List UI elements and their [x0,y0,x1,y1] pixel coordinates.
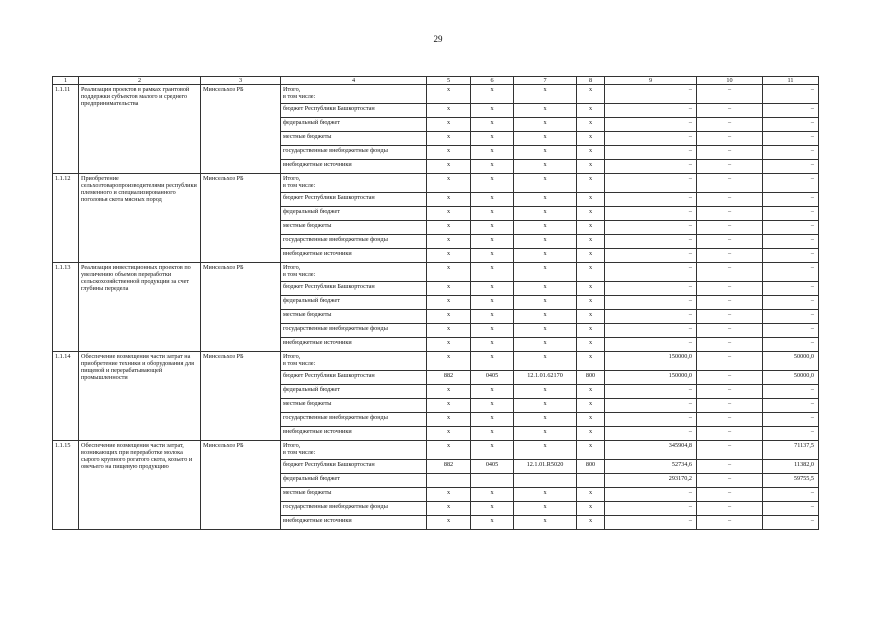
cell-c6 [471,474,514,488]
measure-name: Обеспечение возмещения части затрат, возникающих при переработке молока сырого крупного рогатого скота, козьего и овечьего на пищевую продукцию [79,441,201,530]
cell-c7: x [514,441,577,460]
cell-c11: – [763,174,819,193]
funding-source: внебюджетные источники [281,427,427,441]
cell-c7: 12.1.01.62170 [514,371,577,385]
cell-c10: – [697,324,763,338]
funding-source: бюджет Республики Башкортостан [281,371,427,385]
cell-c6: x [471,263,514,282]
funding-source: государственные внебюджетные фонды [281,235,427,249]
cell-c11: – [763,249,819,263]
cell-c5: x [427,249,471,263]
cell-c7: x [514,249,577,263]
funding-source: внебюджетные источники [281,516,427,530]
column-number: 5 [427,77,471,85]
cell-c6: x [471,352,514,371]
funding-source: федеральный бюджет [281,385,427,399]
cell-c11: – [763,488,819,502]
cell-c7: 12.1.01.R5020 [514,460,577,474]
funding-source: Итого, в том числе: [281,263,427,282]
column-number: 7 [514,77,577,85]
budget-table [52,76,819,530]
cell-c9: – [605,488,697,502]
cell-c6: 0405 [471,460,514,474]
cell-c9: – [605,249,697,263]
funding-source: государственные внебюджетные фонды [281,146,427,160]
cell-c5: x [427,502,471,516]
funding-source: внебюджетные источники [281,249,427,263]
cell-c9: – [605,146,697,160]
cell-c9: – [605,207,697,221]
cell-c11: 59755,5 [763,474,819,488]
cell-c7: x [514,385,577,399]
cell-c6: x [471,174,514,193]
cell-c10: – [697,263,763,282]
cell-c9: – [605,85,697,104]
cell-c8: x [577,221,605,235]
cell-c11: 71137,5 [763,441,819,460]
cell-c5: 882 [427,371,471,385]
cell-c7: x [514,427,577,441]
cell-c9: – [605,310,697,324]
cell-c5: x [427,324,471,338]
measure-name: Обеспечение возмещения части затрат на приобретение техники и оборудования для пищевой и перерабатывающей промышленности [79,352,201,441]
column-number-row [53,77,819,85]
cell-c8: x [577,324,605,338]
cell-c5: 882 [427,460,471,474]
measure-name: Реализация проектов в рамках грантовой поддержки субъектов малого и среднего предпринимательства [79,85,201,174]
cell-c8: x [577,282,605,296]
cell-c10: – [697,104,763,118]
cell-c11: – [763,502,819,516]
cell-c5: x [427,221,471,235]
executor-name: Минсельхоз РБ [201,263,281,352]
cell-c8: x [577,296,605,310]
cell-c11: – [763,385,819,399]
column-number: 2 [79,77,201,85]
cell-c8: x [577,516,605,530]
cell-c7: x [514,324,577,338]
funding-source: бюджет Республики Башкортостан [281,282,427,296]
cell-c6: x [471,282,514,296]
cell-c10: – [697,474,763,488]
funding-source: Итого, в том числе: [281,441,427,460]
cell-c11: 50000,0 [763,371,819,385]
cell-c8: x [577,118,605,132]
table-row [53,174,819,193]
funding-source: государственные внебюджетные фонды [281,413,427,427]
cell-c8: x [577,160,605,174]
row-code: 1.1.11 [53,85,79,174]
cell-c11: – [763,427,819,441]
funding-source: федеральный бюджет [281,474,427,488]
cell-c8: 800 [577,460,605,474]
cell-c5: x [427,488,471,502]
cell-c5: x [427,193,471,207]
column-number: 1 [53,77,79,85]
cell-c6: x [471,427,514,441]
cell-c9: – [605,385,697,399]
cell-c8: x [577,207,605,221]
cell-c11: – [763,104,819,118]
cell-c8: x [577,502,605,516]
funding-source: местные бюджеты [281,488,427,502]
cell-c10: – [697,427,763,441]
cell-c8: x [577,146,605,160]
cell-c10: – [697,221,763,235]
cell-c7: x [514,488,577,502]
funding-source: бюджет Республики Башкортостан [281,104,427,118]
cell-c9: – [605,193,697,207]
row-code: 1.1.14 [53,352,79,441]
executor-name: Минсельхоз РБ [201,441,281,530]
cell-c7: x [514,104,577,118]
column-number: 4 [281,77,427,85]
measure-name: Реализация инвестиционных проектов по увеличению объемов переработки сельскохозяйственной продукции за счет глубины передела [79,263,201,352]
column-number: 11 [763,77,819,85]
cell-c5: x [427,282,471,296]
cell-c8: x [577,310,605,324]
cell-c8 [577,474,605,488]
cell-c10: – [697,310,763,324]
cell-c9: – [605,282,697,296]
cell-c9: 52734,6 [605,460,697,474]
row-code: 1.1.15 [53,441,79,530]
cell-c9: 345904,8 [605,441,697,460]
cell-c10: – [697,146,763,160]
funding-source: внебюджетные источники [281,160,427,174]
cell-c10: – [697,85,763,104]
cell-c8: x [577,249,605,263]
cell-c5: x [427,263,471,282]
cell-c8: x [577,352,605,371]
page-number: 29 [433,34,443,44]
cell-c8: x [577,488,605,502]
funding-source: государственные внебюджетные фонды [281,324,427,338]
cell-c9: – [605,104,697,118]
cell-c5: x [427,516,471,530]
cell-c5: x [427,399,471,413]
cell-c7: x [514,85,577,104]
cell-c7: x [514,160,577,174]
cell-c5: x [427,296,471,310]
cell-c9: – [605,338,697,352]
cell-c8: x [577,193,605,207]
column-number: 9 [605,77,697,85]
cell-c6: x [471,207,514,221]
cell-c8: x [577,174,605,193]
cell-c7: x [514,118,577,132]
cell-c7: x [514,221,577,235]
cell-c8: x [577,263,605,282]
cell-c11: 50000,0 [763,352,819,371]
cell-c11: 11382,0 [763,460,819,474]
cell-c5: x [427,310,471,324]
cell-c9: – [605,427,697,441]
cell-c11: – [763,263,819,282]
cell-c9: – [605,413,697,427]
cell-c10: – [697,282,763,296]
cell-c5: x [427,146,471,160]
cell-c6: x [471,399,514,413]
cell-c10: – [697,160,763,174]
cell-c10: – [697,399,763,413]
cell-c6: x [471,85,514,104]
funding-source: местные бюджеты [281,310,427,324]
cell-c5: x [427,338,471,352]
cell-c10: – [697,296,763,310]
cell-c5: x [427,174,471,193]
cell-c6: x [471,516,514,530]
funding-source: местные бюджеты [281,399,427,413]
cell-c5: x [427,132,471,146]
cell-c5: x [427,207,471,221]
cell-c10: – [697,502,763,516]
cell-c5: x [427,427,471,441]
cell-c9: – [605,235,697,249]
row-code: 1.1.12 [53,174,79,263]
executor-name: Минсельхоз РБ [201,85,281,174]
cell-c6: x [471,193,514,207]
column-number: 8 [577,77,605,85]
cell-c9: – [605,502,697,516]
cell-c9: – [605,221,697,235]
cell-c9: – [605,516,697,530]
cell-c10: – [697,235,763,249]
cell-c10: – [697,413,763,427]
cell-c6: x [471,146,514,160]
cell-c10: – [697,516,763,530]
cell-c10: – [697,193,763,207]
cell-c11: – [763,207,819,221]
executor-name: Минсельхоз РБ [201,174,281,263]
cell-c5: x [427,104,471,118]
cell-c10: – [697,249,763,263]
column-number: 6 [471,77,514,85]
cell-c11: – [763,338,819,352]
funding-source: Итого, в том числе: [281,174,427,193]
cell-c9: – [605,174,697,193]
cell-c8: x [577,385,605,399]
cell-c11: – [763,413,819,427]
cell-c9: – [605,296,697,310]
column-number: 10 [697,77,763,85]
cell-c6: x [471,385,514,399]
table-body [53,77,819,530]
cell-c8: x [577,338,605,352]
funding-source: федеральный бюджет [281,118,427,132]
funding-source: федеральный бюджет [281,296,427,310]
funding-source: бюджет Республики Башкортостан [281,193,427,207]
cell-c11: – [763,516,819,530]
cell-c5: x [427,385,471,399]
cell-c5: x [427,352,471,371]
table-row [53,352,819,371]
cell-c10: – [697,488,763,502]
cell-c11: – [763,146,819,160]
cell-c5: x [427,160,471,174]
cell-c10: – [697,385,763,399]
cell-c6: x [471,488,514,502]
funding-source: государственные внебюджетные фонды [281,502,427,516]
cell-c5: x [427,235,471,249]
cell-c11: – [763,324,819,338]
cell-c11: – [763,118,819,132]
cell-c10: – [697,132,763,146]
cell-c10: – [697,371,763,385]
cell-c11: – [763,221,819,235]
cell-c8: x [577,427,605,441]
cell-c7: x [514,399,577,413]
cell-c5: x [427,413,471,427]
cell-c11: – [763,85,819,104]
cell-c10: – [697,441,763,460]
table-row [53,263,819,282]
funding-source: местные бюджеты [281,221,427,235]
cell-c11: – [763,235,819,249]
cell-c7: x [514,296,577,310]
cell-c7 [514,474,577,488]
column-number: 3 [201,77,281,85]
cell-c10: – [697,352,763,371]
cell-c7: x [514,207,577,221]
cell-c6: x [471,249,514,263]
measure-name: Приобретение сельхозтоваропроизводителями республики племенного и специализированного поголовья скота мясных пород [79,174,201,263]
cell-c7: x [514,310,577,324]
cell-c7: x [514,502,577,516]
cell-c6: x [471,338,514,352]
cell-c6: x [471,235,514,249]
cell-c10: – [697,118,763,132]
cell-c11: – [763,310,819,324]
cell-c6: x [471,118,514,132]
cell-c9: 150000,0 [605,352,697,371]
cell-c6: x [471,132,514,146]
cell-c5: x [427,85,471,104]
cell-c8: x [577,235,605,249]
cell-c6: x [471,324,514,338]
cell-c9: 293170,2 [605,474,697,488]
cell-c10: – [697,174,763,193]
cell-c9: – [605,263,697,282]
cell-c7: x [514,263,577,282]
cell-c6: x [471,160,514,174]
table-row [53,85,819,104]
executor-name: Минсельхоз РБ [201,352,281,441]
cell-c6: x [471,310,514,324]
cell-c10: – [697,207,763,221]
funding-source: Итого, в том числе: [281,85,427,104]
cell-c10: – [697,338,763,352]
cell-c7: x [514,174,577,193]
cell-c11: – [763,296,819,310]
funding-source: бюджет Республики Башкортостан [281,460,427,474]
cell-c8: x [577,85,605,104]
cell-c9: 150000,0 [605,371,697,385]
cell-c6: x [471,104,514,118]
funding-source: федеральный бюджет [281,207,427,221]
cell-c9: – [605,399,697,413]
cell-c5: x [427,118,471,132]
cell-c8: 800 [577,371,605,385]
cell-c11: – [763,160,819,174]
cell-c8: x [577,104,605,118]
row-code: 1.1.13 [53,263,79,352]
cell-c11: – [763,399,819,413]
cell-c6: x [471,296,514,310]
cell-c9: – [605,160,697,174]
cell-c6: x [471,221,514,235]
cell-c6: x [471,502,514,516]
cell-c11: – [763,193,819,207]
funding-source: внебюджетные источники [281,338,427,352]
cell-c5: x [427,441,471,460]
cell-c6: x [471,413,514,427]
cell-c7: x [514,338,577,352]
funding-source: Итого, в том числе: [281,352,427,371]
cell-c10: – [697,460,763,474]
funding-source: местные бюджеты [281,132,427,146]
cell-c7: x [514,193,577,207]
table-row [53,441,819,460]
cell-c8: x [577,441,605,460]
cell-c9: – [605,118,697,132]
cell-c7: x [514,235,577,249]
cell-c6: x [471,441,514,460]
cell-c6: 0405 [471,371,514,385]
cell-c9: – [605,324,697,338]
cell-c7: x [514,132,577,146]
cell-c8: x [577,132,605,146]
cell-c7: x [514,352,577,371]
cell-c8: x [577,399,605,413]
cell-c7: x [514,413,577,427]
cell-c8: x [577,413,605,427]
cell-c7: x [514,146,577,160]
cell-c9: – [605,132,697,146]
cell-c11: – [763,282,819,296]
cell-c7: x [514,516,577,530]
cell-c5 [427,474,471,488]
cell-c11: – [763,132,819,146]
cell-c7: x [514,282,577,296]
